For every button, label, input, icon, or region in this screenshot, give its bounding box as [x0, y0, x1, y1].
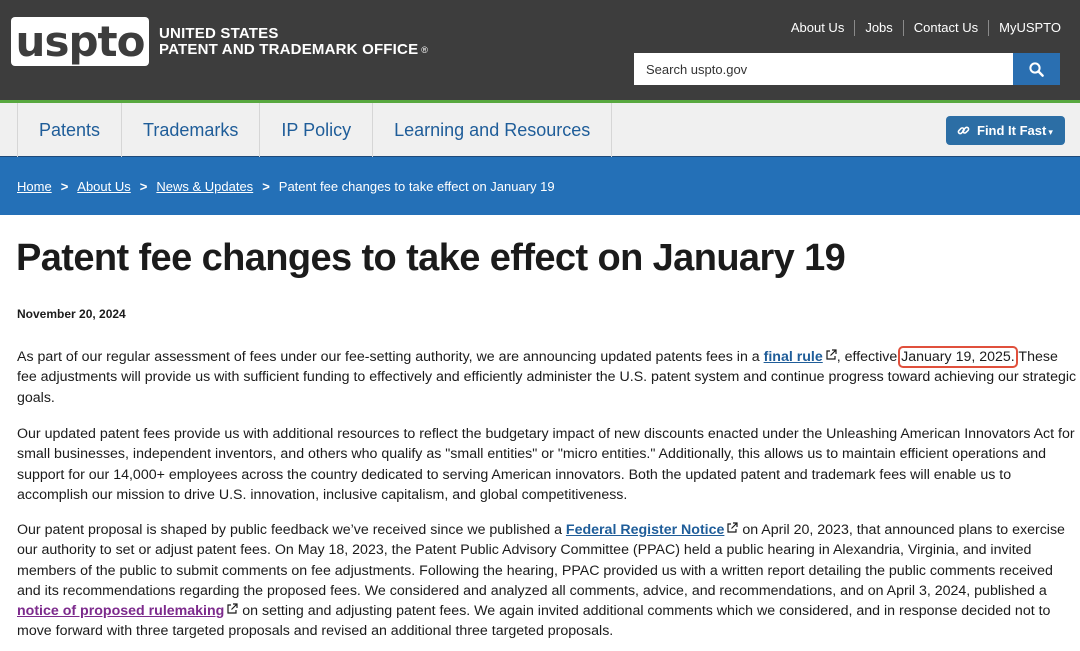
external-link-icon — [726, 522, 738, 534]
breadcrumb-current: Patent fee changes to take effect on January 19 — [278, 178, 555, 194]
breadcrumb-separator: > — [139, 178, 148, 194]
breadcrumb-separator: > — [60, 178, 69, 194]
find-it-fast-label: Find It Fast — [977, 123, 1047, 138]
find-it-fast-button[interactable] — [946, 116, 1065, 145]
main-nav-list — [17, 103, 612, 157]
paragraph-2: Our updated patent fees provide us with additional resources to reflect the budgetary impact of new discounts enacted under the Unleashing American Innovators Act for small businesses, independent inventors, and others who qualify as "small entities" or "micro entities." Additionally, this allows us to maintain efficient operations and support for our 14,000+ employees across the country dedicated to serving American innovators. Both the updated patent and trademark fees will enable us to accomplish our mission to drive U.S. innovation, inclusive capitalism, and global competitiveness. — [17, 426, 1075, 503]
utility-nav — [781, 20, 1061, 36]
highlighted-effective-date: January 19, 2025. — [901, 349, 1015, 365]
publish-date: November 20, 2024 — [17, 307, 126, 321]
breadcrumb-home[interactable]: Home — [17, 178, 52, 194]
agency-name — [159, 26, 428, 58]
paragraph-text: Our patent proposal is shaped by public feedback we’ve received since we published a — [17, 522, 566, 538]
paragraph-text: These fee adjustments will provide us with sufficient funding to effectively and efficiently administer the U.S. patent system and continue progress toward achieving our strategic goals. — [17, 349, 1077, 406]
paragraph-text: on April 20, 2023, that announced plans to exercise our authority to set or adjust patent fees. On May 18, 2023, the Patent Public Advisory Committee (PPAC) held a public hearing in Alexandria, Virginia, and invited members of the public to submit comments on fee adjustments. Following the hearing, PPAC provided us with a written report detailing the public comments received and its recommendations regarding the proposed fees. We considered and analyzed all comments, advice, and recommendations, and on April 3, 2024, published a — [17, 522, 1065, 599]
site-header — [0, 0, 1080, 100]
breadcrumb — [0, 157, 1080, 215]
link-icon — [957, 124, 970, 137]
uspto-logo[interactable]: uspto — [11, 17, 149, 66]
paragraph-3 — [17, 520, 1079, 642]
notice-of-proposed-rulemaking-link[interactable]: notice of proposed rulemaking — [17, 603, 225, 620]
federal-register-notice-link[interactable]: Federal Register Notice — [565, 522, 725, 538]
nav-item-trademarks[interactable]: Trademarks — [122, 103, 260, 157]
breadcrumb-separator: > — [262, 178, 270, 194]
nav-item-learning-resources[interactable]: Learning and Resources — [373, 103, 612, 157]
agency-name-line1: UNITED STATES — [159, 25, 279, 42]
paragraph-1 — [17, 347, 1079, 408]
final-rule-link[interactable]: final rule — [763, 349, 823, 365]
util-link-jobs[interactable]: Jobs — [854, 20, 902, 36]
main-nav — [0, 100, 1080, 157]
util-link-myuspto[interactable]: MyUSPTO — [988, 20, 1061, 36]
util-link-contact-us[interactable]: Contact Us — [903, 20, 988, 36]
search-icon — [1029, 62, 1044, 77]
search-button[interactable] — [1013, 53, 1060, 85]
agency-name-line2: PATENT AND TRADEMARK OFFICE — [159, 41, 419, 58]
breadcrumb-about-us[interactable]: About Us — [77, 178, 131, 194]
caret-down-icon: ▾ — [1048, 127, 1053, 137]
page-title: Patent fee changes to take effect on January 19 — [16, 237, 846, 279]
paragraph-text: , effective — [836, 349, 902, 365]
search-input[interactable] — [634, 53, 1013, 85]
util-link-about-us[interactable]: About Us — [790, 20, 845, 35]
nav-item-patents[interactable]: Patents — [17, 103, 122, 157]
paragraph-text: on setting and adjusting patent fees. We again invited additional comments which we considered, and in response decided not to move forward with three targeted proposals and revised an additional three targeted proposals. — [17, 603, 1051, 640]
paragraph-text: As part of our regular assessment of fees under our fee-setting authority, we are announcing updated patents fees in a — [17, 349, 764, 365]
nav-item-ip-policy[interactable]: IP Policy — [260, 103, 373, 157]
external-link-icon — [226, 603, 238, 615]
registered-mark: ® — [421, 45, 429, 55]
breadcrumb-news-updates[interactable]: News & Updates — [156, 178, 254, 194]
external-link-icon — [825, 349, 837, 361]
